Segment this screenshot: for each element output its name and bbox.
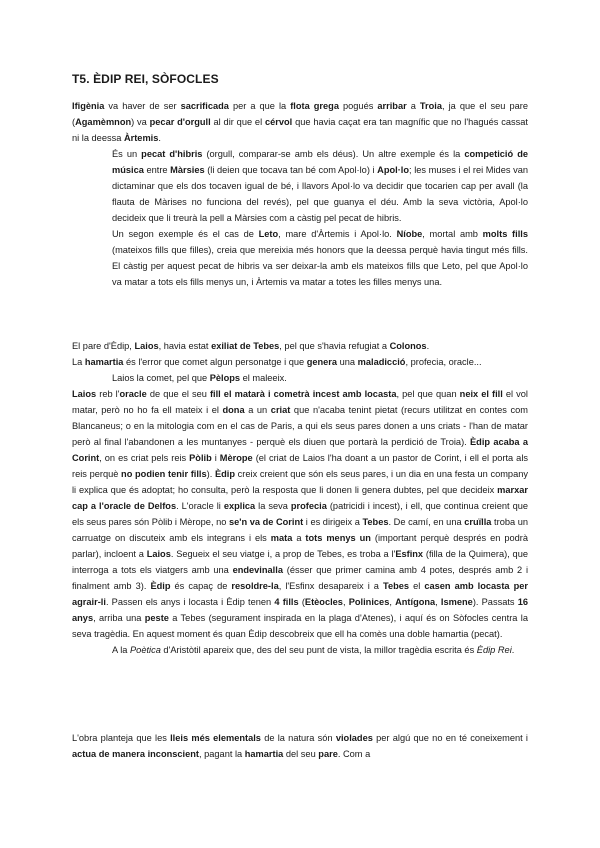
text-run: per a que la [228, 101, 291, 111]
page-title: T5. ÈDIP REI, SÒFOCLES [72, 72, 219, 86]
text-run: , [435, 597, 441, 607]
bold-term: exiliat de Tebes [211, 341, 280, 351]
bold-term: Àrtemis [123, 133, 159, 143]
bold-term: hamartia [244, 749, 284, 759]
text-run: i [211, 453, 220, 463]
bold-term: Polinices [348, 597, 390, 607]
text-run: és l'error que comet algun personatge i que [123, 357, 307, 367]
bold-term: cruïlla [464, 517, 492, 527]
text-run: . [426, 341, 430, 351]
text-run: al dir que el [210, 117, 265, 127]
text-run: . Passen els anys i locasta i Èdip tenen [105, 597, 275, 607]
bold-term: Èdip [150, 581, 171, 591]
paragraph [72, 386, 528, 642]
text-run: És un [112, 149, 142, 159]
text-run: L'obra planteja que les [72, 733, 171, 743]
text-run: a un [244, 405, 271, 415]
paragraph [72, 354, 528, 370]
bold-term: cérvol [264, 117, 293, 127]
bold-term: casen amb locasta per agrair-li [72, 581, 528, 607]
text-run: (patricidi i incest), i ell, que continua creient que els seus pares són Pòlib i Mèrope, no [72, 501, 529, 527]
bold-term: Laios [72, 389, 97, 399]
text-run: pogués [338, 101, 378, 111]
italic-title: Poètica [130, 645, 161, 655]
bold-term: tots menys un [305, 533, 371, 543]
bold-term: sacrificada [180, 101, 229, 111]
bold-term: marxar cap a l'oracle de Delfos [72, 485, 528, 511]
text-run: ). Passats [472, 597, 518, 607]
text-run: és capaç de [170, 581, 232, 591]
text-run: a [292, 533, 306, 543]
text-run: (filla de la Quimera), que interroga a tots els viatgers amb una [72, 549, 528, 575]
bold-term: resoldre-la [231, 581, 279, 591]
bold-term: Ifigènia [72, 101, 105, 111]
text-run: , l'Esfinx desapareix i a [278, 581, 383, 591]
bold-term: Esfinx [395, 549, 424, 559]
bold-term: Ismene [440, 597, 473, 607]
section-edip-story [72, 338, 528, 658]
bold-term: mata [270, 533, 293, 543]
bold-term: oracle [119, 389, 147, 399]
text-run: , pagant la [198, 749, 245, 759]
text-run: . De camí, en una [388, 517, 465, 527]
text-run: Un segon exemple és el cas de [112, 229, 259, 239]
bold-term: endevinalla [232, 565, 283, 575]
bold-term: dona [222, 405, 245, 415]
text-run: , havia estat [158, 341, 212, 351]
bold-term: maladicció [357, 357, 406, 367]
text-run: creix creient que són els seus pares, i un dia en una festa un company li explica que és adoptat; ho consulta, però la resposta que li donen li genera dubtes, pel que decideix [72, 469, 528, 495]
text-run: troba un carruatge on discuteix amb els integrans i els [72, 517, 529, 543]
paragraph [72, 338, 528, 354]
text-run: , profecia, oracle... [405, 357, 482, 367]
text-run: (important perquè després en podrà parlar), incloent a [72, 533, 528, 559]
paragraph [112, 146, 528, 226]
paragraph [112, 226, 528, 290]
text-run: Laios la comet, pel que [112, 373, 210, 383]
text-run: la seva [255, 501, 291, 511]
bold-term: Níobe [396, 229, 423, 239]
text-run: , mare d'Àrtemis i Apol·lo. [278, 229, 397, 239]
bold-term: flota grega [290, 101, 339, 111]
bold-term: Etèocles [304, 597, 343, 607]
text-run: . Segueix el seu viatge i, a prop de Tebes, es troba a l' [170, 549, 396, 559]
bold-term: criat [270, 405, 291, 415]
text-run: (mateixos fills que filles), creia que mereixia més honors que la deessa perquè havia tingut més fills. El càstig per aquest pecat de hibris va ser deixar-la amb els mateixos fills que Leto, pel que Apol·lo va matar a tots els fills menys un, i Àrtemis va matar a totes les filles menys una. [112, 245, 528, 287]
text-run: per algú que no en té coneixement i [372, 733, 528, 743]
bold-term: lleis més elementals [170, 733, 261, 743]
text-run: , pel que quan [396, 389, 460, 399]
bold-term: Laios [146, 549, 171, 559]
bold-term: Tebes [382, 581, 410, 591]
text-run: una [337, 357, 358, 367]
paragraph [112, 642, 528, 658]
bold-term: Laios [134, 341, 159, 351]
bold-term: 16 anys [72, 597, 529, 623]
bold-term: neix el fill [459, 389, 503, 399]
bold-term: Mèrope [219, 453, 253, 463]
bold-term: molts fills [482, 229, 528, 239]
text-run: ( [298, 597, 305, 607]
section-obra [72, 730, 528, 762]
text-run: a [406, 101, 420, 111]
bold-term: Èdip acaba a Corint [72, 437, 528, 463]
text-run: , mortal amb [422, 229, 483, 239]
bold-term: 4 fills [274, 597, 299, 607]
text-run: (li deien que tocava tan bé com Apol·lo) i [204, 165, 378, 175]
text-run: , [342, 597, 349, 607]
text-run: de la natura són [260, 733, 336, 743]
bold-term: Troia [419, 101, 442, 111]
text-run: del seu [283, 749, 319, 759]
text-run: A la [112, 645, 130, 655]
paragraph [112, 370, 528, 386]
bold-term: genera [306, 357, 338, 367]
bold-term: hamartia [84, 357, 124, 367]
text-run: , arriba una [93, 613, 145, 623]
bold-term: pecat d'hibris [141, 149, 203, 159]
text-run: (el criat de Laios l'ha doant a un pastor de Corint, i ell el porta als reis perquè [72, 453, 528, 479]
text-run: . L'oracle li [176, 501, 224, 511]
bold-term: Màrsies [170, 165, 205, 175]
text-run: (ésser que primer camina amb 4 potes, després amb 2 i finalment amb 3). [72, 565, 528, 591]
bold-term: arribar [377, 101, 407, 111]
bold-term: Pèlops [209, 373, 241, 383]
text-run: , [389, 597, 396, 607]
bold-term: pare [318, 749, 338, 759]
bold-term: se'n va de Corint [228, 517, 304, 527]
text-run: el vol matar, però no ho fa ell mateix i el [72, 389, 528, 415]
bold-term: Leto [258, 229, 279, 239]
text-run: que havia caçat era tan magnífic que no l'hagués cassat ni la deessa [72, 117, 528, 143]
bold-term: Antígona [395, 597, 436, 607]
text-run: d'Aristòtil apareix que, des del seu punt de vista, la millor tragèdia escrita és [160, 645, 477, 655]
bold-term: Èdip [214, 469, 236, 479]
bold-term: peste [144, 613, 169, 623]
bold-term: Apol·lo [377, 165, 410, 175]
bold-term: no podien tenir fills [121, 469, 207, 479]
text-run: va haver de ser [104, 101, 181, 111]
bold-term: Colonos [389, 341, 427, 351]
bold-term: actua de manera inconscient [72, 749, 199, 759]
text-run: el [409, 581, 425, 591]
bold-term: violades [335, 733, 373, 743]
bold-term: Pòlib [189, 453, 212, 463]
paragraph [72, 730, 528, 762]
text-run: La [72, 357, 85, 367]
text-run: (orgull, comparar-se amb els déus). Un altre exemple és la [202, 149, 465, 159]
paragraph [72, 98, 528, 146]
text-run: i es dirigeix a [303, 517, 363, 527]
text-run: ; les muses i el rei Mides van dictaminar que els dos tocaven igual de bé, i llavors Apol·lo va decidir que tocarien cap per avall (la flauta de Màrises no funciona del revés), pel que guanya el déu. Amb la seva victòria, Apol·lo decideix que li treurà la pell a Màrsies com a càstig pel pecat de hibris. [112, 165, 528, 223]
text-run: que n'acaba tenint pietat (recurs utilitzat en contes com Blancaneus; o en la mitologia com en el cas de Paris, a qui els seus pares donen a uns criats - l'han de matar però al final l'abandonen a les muntanyes - perquè els diuen que portarà la perdició de Troia). [72, 405, 528, 447]
text-run: , pel que s'havia refugiat a [279, 341, 390, 351]
text-run: . Com a [337, 749, 371, 759]
bold-term: competició de música [112, 149, 528, 175]
text-run: el maleeix. [240, 373, 287, 383]
text-run: ). [206, 469, 215, 479]
text-run: , on es criat pels reis [99, 453, 190, 463]
italic-title: Èdip Rei [476, 645, 512, 655]
text-run: , ja que el seu pare ( [72, 101, 528, 127]
text-run: reb l' [96, 389, 120, 399]
text-run: El pare d'Èdip, [72, 341, 135, 351]
text-run: . [511, 645, 515, 655]
bold-term: fill el matarà i cometrà incest amb locasta [209, 389, 397, 399]
bold-term: pecar d'orgull [149, 117, 211, 127]
text-run: a Tebes (segurament inspirada en la plaga d'Atenes), i aquí és on Sòfocles centra la seva tragèdia. En aquest moment és quan Èdip descobreix que ell ha comès una doble hamartia (pecat). [72, 613, 528, 639]
bold-term: Agamèmnon [75, 117, 132, 127]
text-run: . [158, 133, 161, 143]
text-run: entre [143, 165, 171, 175]
section-ifigenia [72, 98, 528, 290]
bold-term: explica [223, 501, 256, 511]
bold-term: profecia [290, 501, 327, 511]
bold-term: Tebes [362, 517, 389, 527]
text-run: ) va [131, 117, 150, 127]
text-run: de que el seu [146, 389, 210, 399]
